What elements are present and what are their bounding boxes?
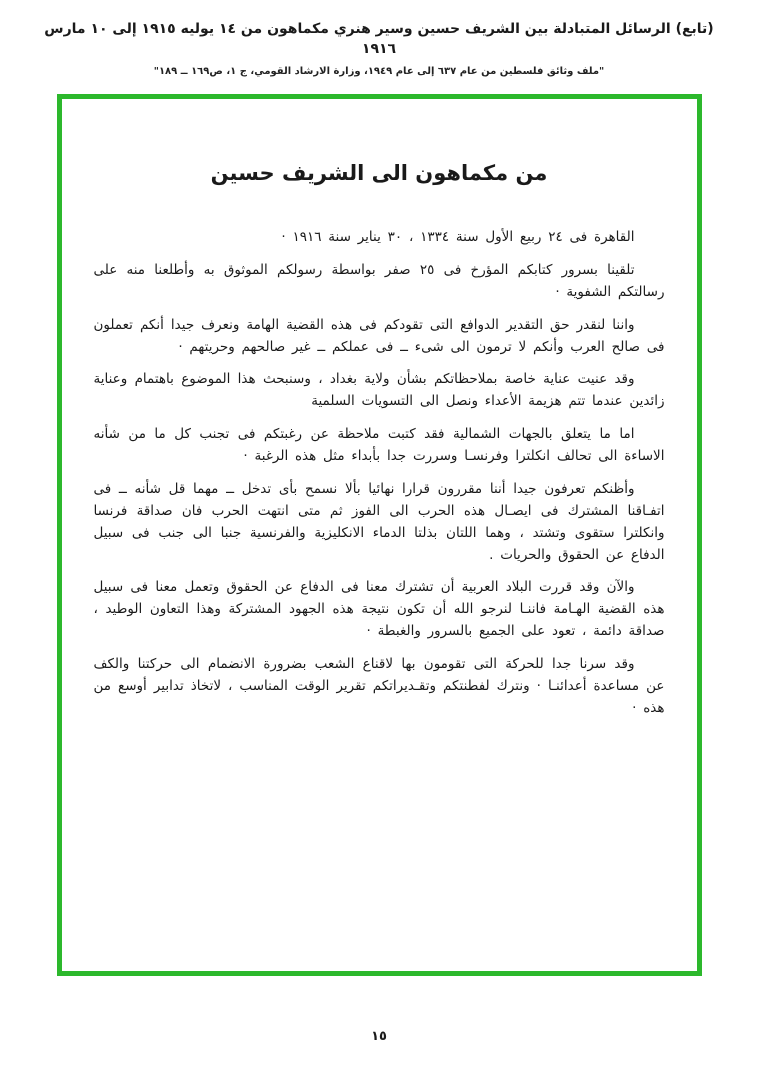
header-title: (تابع) الرسائل المتبادلة بين الشريف حسين وسير هنري مكماهون من ١٤ يوليه ١٩١٥ إلى ١٠ مارس ١٩١٦	[44, 21, 714, 57]
letter-paragraph-3: وقد عنيت عناية خاصة بملاحظاتكم بشأن ولاية بغداد ، وسنبحث هذا الموضوع باهتمام وعناية زائدين عندما تتم هزيمة الأعداء ونصل الى التسويات السلمية	[93, 371, 665, 410]
letter-paragraph-6: والآن وقد قررت البلاد العربية أن تشترك معنا فى الدفاع عن الحقوق وتعمل معنا فى سبيل هذه القضية الهـامة فاننـا لنرجو الله أن تكون نتيجة هذه الجهود المشتركة وهذا التعاون الوطيد ، صداقة دائمة ، تعود على الجميع بالسرور والغبطة ·	[93, 579, 665, 640]
letter-paragraph-1: تلقينا بسرور كتابكم المؤرخ فى ٢٥ صفر بواسطة رسولكم الموثوق به وأطلعنا منه على رسالتكم الشفوية ·	[93, 262, 665, 300]
letter-paragraph-5: وأظنكم تعرفون جيدا أننا مقررون قرارا نهائيا بألا نسمح بأى تدخل ــ مهما قل شأنه ــ فى اتفـاقنا المشترك فى ايصـال هذه الحرب الى الفوز ثم متى انتهت الحرب فان صداقة فرنسا وانكلترا ستقوى وتشتد ، وهما اللتان بذلتا الدماء الانكليزية والفرنسية جنبا الى جنب فى سبيل الدفاع عن الحقوق والحريات .	[93, 480, 665, 563]
letter-date-line: القاهرة فى ٢٤ ربيع الأول سنة ١٣٣٤ ، ٣٠ يناير سنة ١٩١٦ ·	[281, 229, 635, 246]
document-header	[0, 0, 758, 77]
letter-paragraph-4: اما ما يتعلق بالجهات الشمالية فقد كتبت ملاحظة عن رغبتكم فى تجنب كل ما من شأنه الاساءة الى تحالف انكلترا وفرنسـا وسررت جدا بأبداء مثل هذه الرغبة ·	[93, 426, 665, 465]
letter-frame	[57, 94, 702, 976]
letter-title: من مكماهون الى الشريف حسين	[210, 161, 548, 186]
header-source-citation: "ملف وثائق فلسطين من عام ٦٣٧ إلى عام ١٩٤٩، وزارة الارشاد القومي، ج ١، ص١٦٩ ــ ١٨٩"	[153, 66, 605, 78]
letter-paragraph-2: واننا لنقدر حق التقدير الدوافع التى تقودكم فى هذه القضية الهامة ونعرف جيدا أنكم تعملون فى صالح العرب وأنكم لا ترمون الى شىء ــ فى عملكم ــ غير صالحهم وحريتهم ·	[93, 316, 665, 355]
page-number: ١٥	[371, 1029, 387, 1044]
letter-body	[94, 227, 665, 719]
letter-paragraph-7: وقد سرنا جدا للحركة التى تقومون بها لاقناع الشعب بضرورة الانضمام الى حركتنا والكف عن مساعدة أعدائنـا · ونترك لفطنتكم وتقـديراتكم تقرير الوقت المناسب ، لاتخاذ تدابير أوسع من هذه ·	[93, 655, 665, 716]
